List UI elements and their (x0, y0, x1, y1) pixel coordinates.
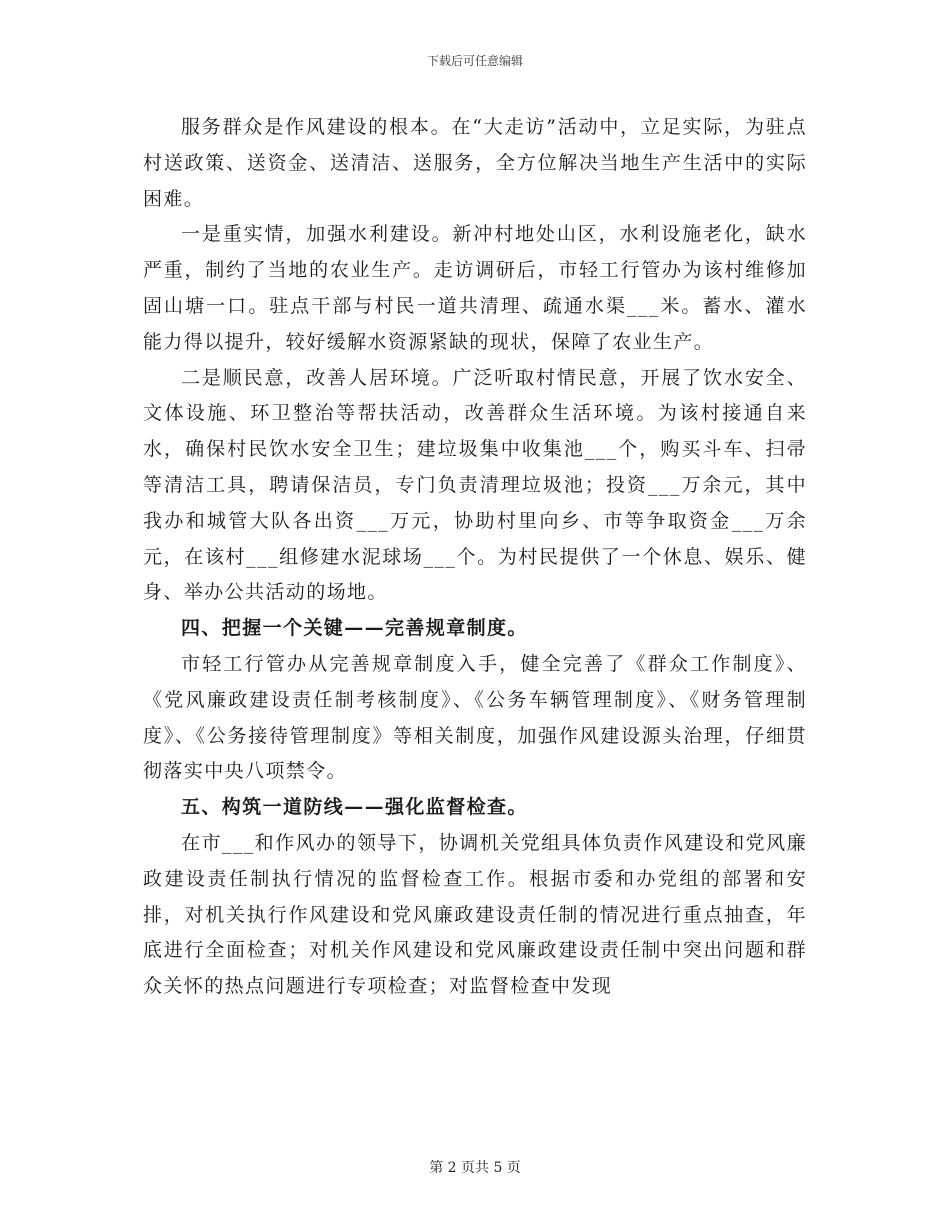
paragraph: 服务群众是作风建设的根本。在“大走访”活动中，立足实际，为驻点村送政策、送资金、送清洁、送服务，全方位解决当地生产生活中的实际困难。 (143, 116, 807, 210)
paragraph: 二是顺民意，改善人居环境。广泛听取村情民意，开展了饮水安全、文体设施、环卫整治等帮扶活动，改善群众生活环境。为该村接通自来水，确保村民饮水安全卫生；建垃圾集中收集池___个，购买斗车、扫帚等清洁工具，聘请保洁员，专门负责清理垃圾池；投资___万余元，其中我办和城管大队各出资___万元，协助村里向乡、市等争取资金___万余元，在该村___组修建水泥球场___个。为村民提供了一个休息、娱乐、健身、举办公共活动的场地。 (143, 366, 807, 604)
paragraph: 在市___和作风办的领导下，协调机关党组具体负责作风建设和党风廉政建设责任制执行情况的监督检查工作。根据市委和办党组的部署和安排，对机关执行作风建设和党风廉政建设责任制的情况进行重点抽查，年底进行全面检查；对机关作风建设和党风廉政建设责任制中突出问题和群众关怀的热点问题进行专项检查；对监督检查中发现 (143, 831, 807, 998)
document-body (143, 110, 807, 1005)
page-header: 下载后可任意编辑 (426, 54, 523, 68)
section-heading: 四、把握一个关键——完善规章制度。 (181, 617, 528, 640)
page-number: 第 2 页共 5 页 (429, 1160, 521, 1176)
paragraph: 市轻工行管办从完善规章制度入手，健全完善了《群众工作制度》、《党风廉政建设责任制考核制度》、《公务车辆管理制度》、《财务管理制度》、《公务接待管理制度》等相关制度，加强作风建设源头治理，仔细贯彻落实中央八项禁令。 (143, 652, 807, 783)
paragraph: 一是重实情，加强水利建设。新冲村地处山区，水利设施老化，缺水严重，制约了当地的农业生产。走访调研后，市轻工行管办为该村维修加固山塘一口。驻点干部与村民一道共清理、疏通水渠___米。蓄水、灌水能力得以提升，较好缓解水资源紧缺的现状，保障了农业生产。 (143, 223, 807, 353)
section-heading: 五、构筑一道防线——强化监督检查。 (181, 796, 528, 819)
